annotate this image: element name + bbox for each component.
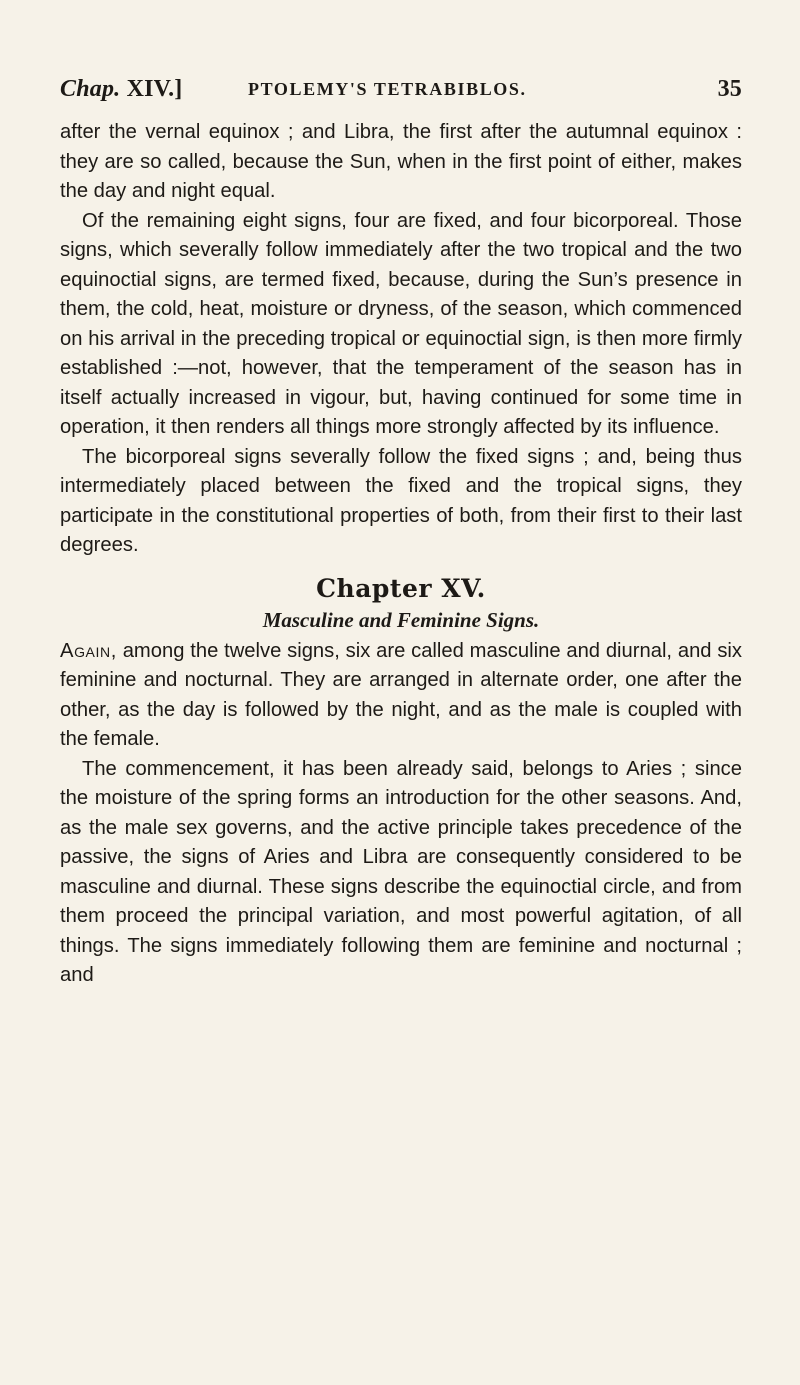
page-body: [60, 118, 742, 991]
paragraph-continued: after the vernal equinox ; and Libra, the first after the autumnal equinox : they are so called, because the Sun, when in the first point of either, makes the day and night equal.: [60, 121, 742, 202]
paragraph-bicorporeal-signs: The bicorporeal signs severally follow the fixed signs ; and, being thus intermediately placed between the fixed and the tropical signs, they participate in the constitutional properties of both, from their first to their last degrees.: [60, 445, 742, 556]
paragraph-commencement: The commencement, it has been already said, belongs to Aries ; since the moisture of the spring forms an introduction for the other seasons. And, as the male sex governs, and the active principle takes precedence of the passive, the signs of Aries and Libra are consequently considered to be masculine and diurnal. These signs describe the equinoctial circle, and from them proceed the principal variation, and most powerful agitation, of all things. The signs immediately following them are feminine and nocturnal ; and: [60, 757, 742, 986]
chapter-word: Chap.: [60, 76, 121, 102]
opening-word: Again,: [60, 639, 117, 662]
paragraph-fixed-signs: Of the remaining eight signs, four are fixed, and four bicorporeal. Those signs, which severally follow immediately after the two tropical and the two equinoctial signs, are termed fixed, because, during the Sun’s presence in them, the cold, heat, moisture or dryness, of the season, which commenced on his arrival in the preceding tropical or equinoctial sign, is then more firmly established :—not, however, that the temperament of the season has in itself actually increased in vigour, but, having continued for some time in operation, it then renders all things more strongly affected by its influence.: [60, 209, 742, 438]
chapter-reference: [60, 76, 182, 103]
page-number: 35: [717, 76, 742, 102]
chapter-heading: Chapter XV.: [316, 573, 486, 603]
chapter-subtitle: Masculine and Feminine Signs.: [262, 607, 540, 632]
paragraph-masculine-rest: among the twelve signs, six are called masculine and diurnal, and six feminine and nocturnal. They are arranged in alternate order, one after the other, as the day is followed by the night, and as the male is coupled with the female.: [60, 639, 742, 750]
book-page: [60, 76, 742, 991]
book-title: PTOLEMY'S TETRABIBLOS.: [248, 79, 527, 99]
paragraph-masculine-feminine: [60, 637, 742, 755]
chapter-number: XIV.]: [126, 76, 183, 102]
running-head: [60, 76, 742, 110]
